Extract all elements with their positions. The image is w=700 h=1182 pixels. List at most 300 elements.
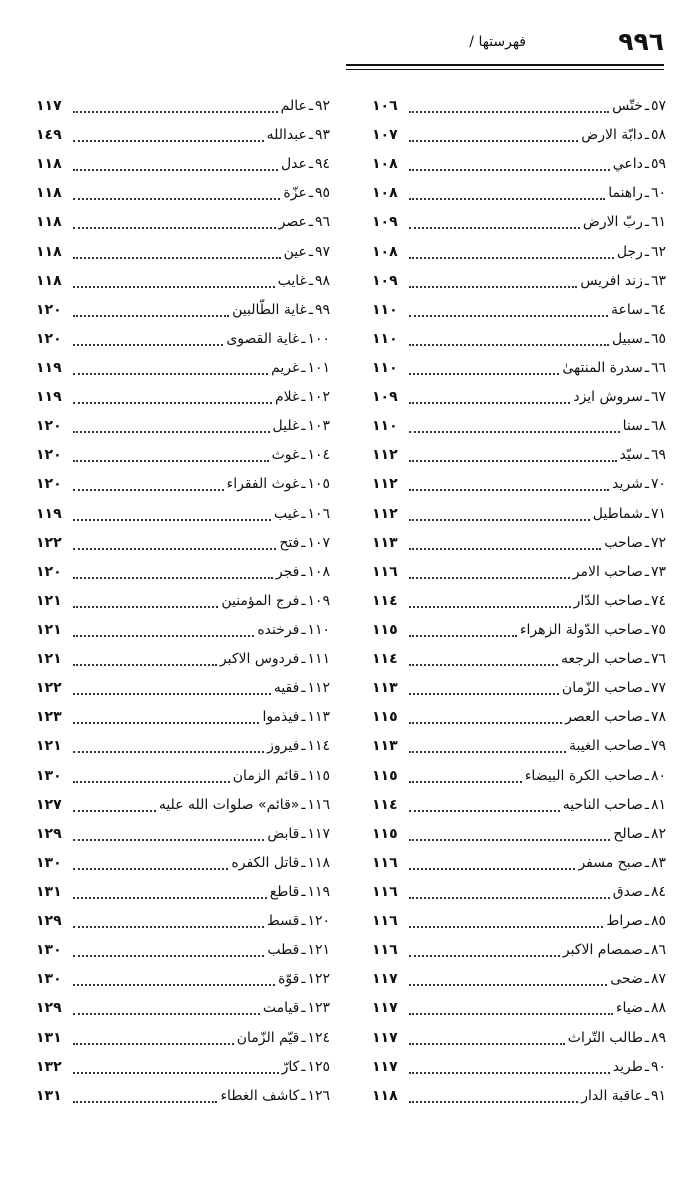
- dot-leader: [409, 547, 601, 550]
- entry-number: ٧٩: [650, 738, 666, 755]
- entry-number: ٨٩: [650, 1029, 666, 1046]
- entry-separator: ـ: [644, 680, 649, 697]
- entry-page-number: ١١٥: [372, 621, 398, 638]
- entry-separator: ـ: [644, 883, 649, 900]
- entry-separator: ـ: [301, 825, 306, 842]
- index-entry: [36, 732, 330, 761]
- entry-title: غلام: [274, 389, 300, 406]
- entry-page-number: ١٠٩: [372, 272, 398, 289]
- entry-page-number: ١٠٩: [372, 214, 398, 231]
- entry-title: صاحب الغيبة: [568, 738, 643, 755]
- entry-number: ١٢١: [307, 942, 330, 959]
- entry-title: غليل: [272, 418, 300, 435]
- entry-title: صاحب الزّمان: [561, 680, 643, 697]
- entry-title: فردوس الاكبر: [219, 651, 300, 668]
- index-entry: [36, 703, 330, 732]
- dot-leader: [73, 896, 267, 899]
- entry-page-number: ١١٥: [372, 709, 398, 726]
- entry-separator: ـ: [301, 359, 306, 376]
- entry-title: راهنما: [608, 185, 643, 202]
- entry-separator: ـ: [644, 214, 649, 231]
- entry-separator: ـ: [308, 98, 313, 114]
- entry-number: ١٠٧: [307, 534, 330, 551]
- entry-number: ١١٥: [307, 767, 330, 784]
- entry-title: قاتل الكفره: [231, 854, 300, 871]
- entry-number: ١١٦: [307, 796, 330, 813]
- entry-title: فرج المؤمنين: [221, 592, 300, 609]
- entry-number: ١٠٨: [307, 563, 330, 580]
- entry-separator: ـ: [301, 592, 306, 609]
- entry-page-number: ١١٨: [36, 272, 62, 289]
- entry-separator: ـ: [301, 883, 306, 900]
- entry-page-number: ١٢١: [36, 592, 62, 609]
- entry-page-number: ١١٠: [372, 418, 398, 435]
- entry-separator: ـ: [301, 505, 306, 522]
- index-entry: [372, 441, 666, 470]
- index-entry: [36, 1082, 330, 1111]
- entry-separator: ـ: [308, 185, 313, 202]
- entry-title: قسط: [266, 913, 300, 930]
- index-entry: [36, 267, 330, 296]
- entry-page-number: ١٢٠: [36, 418, 62, 435]
- entry-separator: ـ: [301, 330, 306, 347]
- entry-page-number: ١٣٢: [36, 1058, 62, 1075]
- index-entry: [36, 238, 330, 267]
- entry-number: ١١٤: [307, 738, 330, 755]
- entry-page-number: ١٣١: [36, 1029, 62, 1046]
- entry-number: ٨١: [650, 796, 666, 813]
- entry-title: قابض: [267, 825, 300, 842]
- index-entry: [372, 325, 666, 354]
- dot-leader: [73, 459, 269, 462]
- entry-separator: ـ: [301, 767, 306, 784]
- entry-title: صدق: [612, 883, 643, 900]
- index-entry: [36, 354, 330, 383]
- entry-page-number: ١١٢: [372, 476, 398, 493]
- entry-page-number: ١٢٩: [36, 913, 62, 930]
- index-entry: [36, 121, 330, 150]
- index-entry: [36, 529, 330, 558]
- entry-title: عبدالله: [266, 127, 307, 144]
- dot-leader: [409, 692, 559, 695]
- entry-separator: ـ: [301, 680, 306, 697]
- entry-title: ضحى: [610, 971, 643, 988]
- entry-number: ٩٠: [650, 1058, 666, 1075]
- entry-separator: ـ: [644, 1087, 649, 1104]
- entry-page-number: ١١٧: [372, 971, 398, 988]
- entry-separator: ـ: [644, 825, 649, 842]
- entry-title: غوث الفقراء: [226, 476, 300, 493]
- dot-leader: [73, 780, 230, 783]
- entry-page-number: ١٣٠: [36, 971, 62, 988]
- entry-separator: ـ: [644, 738, 649, 755]
- entry-page-number: ١٠٨: [372, 156, 398, 173]
- entry-page-number: ١١٨: [36, 185, 62, 202]
- dot-leader: [73, 285, 275, 288]
- entry-title: «قائم» صلوات الله عليه: [158, 796, 300, 813]
- entry-title: غايب: [277, 272, 307, 289]
- dot-leader: [409, 867, 575, 870]
- index-entry: [36, 587, 330, 616]
- index-entry: [36, 878, 330, 907]
- entry-number: ٥٩: [650, 156, 666, 173]
- entry-page-number: ١٢٢: [36, 680, 62, 697]
- entry-separator: ـ: [644, 1000, 649, 1017]
- entry-page-number: ١٠٨: [372, 243, 398, 260]
- index-entry: [36, 208, 330, 237]
- entry-page-number: ١١٢: [372, 447, 398, 464]
- entry-separator: ـ: [644, 98, 649, 114]
- entry-page-number: ١٣١: [36, 1087, 62, 1104]
- entry-page-number: ١١٠: [372, 359, 398, 376]
- entry-page-number: ١١٥: [372, 825, 398, 842]
- dot-leader: [409, 197, 605, 200]
- entry-separator: ـ: [301, 1000, 306, 1017]
- entry-number: ٦٨: [650, 418, 666, 435]
- entry-title: صاحب الدّار: [573, 592, 643, 609]
- index-entry: [36, 296, 330, 325]
- entry-number: ١١٢: [307, 680, 330, 697]
- entry-number: ١٢٠: [307, 913, 330, 930]
- entry-title: كاشف الغطاء: [220, 1087, 300, 1104]
- index-entry: [372, 878, 666, 907]
- index-entry: [372, 587, 666, 616]
- entry-separator: ـ: [644, 127, 649, 144]
- entry-title: قائم الزمان: [232, 767, 300, 784]
- entry-title: فقيه: [273, 680, 300, 697]
- entry-page-number: ١١٩: [36, 389, 62, 406]
- index-entry: [372, 296, 666, 325]
- entry-separator: ـ: [301, 796, 306, 813]
- index-entry: [372, 208, 666, 237]
- entry-separator: ـ: [644, 301, 649, 318]
- entry-page-number: ١١٦: [372, 913, 398, 930]
- index-entry: [36, 500, 330, 529]
- entry-separator: ـ: [644, 418, 649, 435]
- entry-number: ٨٠: [650, 767, 666, 784]
- dot-leader: [73, 925, 264, 928]
- dot-leader: [73, 314, 229, 317]
- index-entry: [372, 529, 666, 558]
- dot-leader: [73, 547, 276, 550]
- entry-title: دابّة الارض: [581, 127, 643, 144]
- dot-leader: [409, 518, 590, 521]
- entry-title: صبح مسفر: [578, 854, 643, 871]
- dot-leader: [409, 488, 609, 491]
- entry-title: عصر: [278, 214, 307, 231]
- entry-title: ختّس: [612, 98, 643, 114]
- entry-page-number: ١١٣: [372, 680, 398, 697]
- entry-page-number: ١١٧: [36, 98, 62, 114]
- entry-title: قطب: [267, 942, 300, 959]
- index-entry: [372, 150, 666, 179]
- entry-title: فيروز: [267, 738, 300, 755]
- entry-number: ٩٣: [314, 127, 330, 144]
- entry-page-number: ١٠٦: [372, 98, 398, 114]
- dot-leader: [73, 1071, 279, 1074]
- dot-leader: [409, 1012, 613, 1015]
- entry-number: ٩٦: [314, 214, 330, 231]
- entry-separator: ـ: [301, 418, 306, 435]
- entry-separator: ـ: [301, 447, 306, 464]
- dot-leader: [409, 343, 609, 346]
- index-entry: [36, 674, 330, 703]
- entry-page-number: ١١٦: [372, 854, 398, 871]
- entry-number: ٧١: [650, 505, 666, 522]
- entry-title: عاقبة الدار: [581, 1087, 643, 1104]
- dot-leader: [409, 663, 558, 666]
- dot-leader: [409, 459, 617, 462]
- section-title: فهرستها /: [469, 34, 526, 50]
- entry-title: ربّ الارض: [582, 214, 643, 231]
- entry-title: صاحب الرجعه: [561, 651, 643, 668]
- entry-page-number: ١٢٧: [36, 796, 62, 813]
- entry-title: صاحب الناحيه: [562, 796, 643, 813]
- index-entry: [36, 179, 330, 208]
- index-entry: [36, 325, 330, 354]
- entry-separator: ـ: [301, 563, 306, 580]
- index-entry: [372, 616, 666, 645]
- dot-leader: [73, 838, 264, 841]
- entry-page-number: ١٣٠: [36, 854, 62, 871]
- entry-title: قوّة: [278, 971, 300, 988]
- dot-leader: [73, 663, 217, 666]
- entry-separator: ـ: [644, 505, 649, 522]
- entry-separator: ـ: [301, 913, 306, 930]
- entry-title: شريد: [612, 476, 643, 493]
- entry-title: فتح: [279, 534, 300, 551]
- index-entry: [372, 732, 666, 761]
- entry-separator: ـ: [644, 796, 649, 813]
- index-entry: [36, 616, 330, 645]
- entry-separator: ـ: [644, 621, 649, 638]
- dot-leader: [73, 401, 272, 404]
- entry-page-number: ١١٤: [372, 796, 398, 813]
- entry-title: شماطيل: [592, 505, 643, 522]
- entry-number: ٥٨: [650, 127, 666, 144]
- entry-number: ٦٣: [650, 272, 666, 289]
- entry-page-number: ١٢١: [36, 651, 62, 668]
- entry-page-number: ١١٣: [372, 738, 398, 755]
- entry-separator: ـ: [644, 359, 649, 376]
- entry-separator: ـ: [644, 1029, 649, 1046]
- entry-separator: ـ: [301, 1087, 306, 1104]
- entry-page-number: ١٢٩: [36, 1000, 62, 1017]
- index-entry: [36, 965, 330, 994]
- entry-title: داعي: [612, 156, 643, 173]
- entry-page-number: ١١٦: [372, 563, 398, 580]
- entry-page-number: ١١٠: [372, 330, 398, 347]
- index-entry: [36, 470, 330, 499]
- entry-page-number: ١٠٨: [372, 185, 398, 202]
- entry-title: غيب: [274, 505, 300, 522]
- index-entry: [36, 558, 330, 587]
- entry-page-number: ١٢٠: [36, 330, 62, 347]
- entry-number: ١٠٩: [307, 592, 330, 609]
- index-entry: [372, 1082, 666, 1111]
- dot-leader: [409, 838, 610, 841]
- dot-leader: [409, 576, 570, 579]
- index-entry: [372, 92, 666, 121]
- entry-number: ٨٤: [650, 883, 666, 900]
- entry-separator: ـ: [308, 243, 313, 260]
- dot-leader: [73, 634, 254, 637]
- entry-page-number: ١٣٠: [36, 942, 62, 959]
- page-number: ٩٩٦: [618, 27, 664, 56]
- entry-page-number: ١١٦: [372, 942, 398, 959]
- entry-separator: ـ: [308, 214, 313, 231]
- entry-number: ٦٥: [650, 330, 666, 347]
- page-header: [344, 26, 664, 66]
- entry-page-number: ١٢٢: [36, 534, 62, 551]
- dot-leader: [73, 605, 218, 608]
- dot-leader: [73, 256, 281, 259]
- entry-separator: ـ: [301, 651, 306, 668]
- entry-page-number: ١٣٠: [36, 767, 62, 784]
- entry-title: صالح: [613, 825, 643, 842]
- entry-page-number: ١٢١: [36, 738, 62, 755]
- entry-title: صراط: [606, 913, 643, 930]
- index-entry: [372, 1053, 666, 1082]
- dot-leader: [73, 372, 268, 375]
- entry-title: غريم: [271, 359, 300, 376]
- entry-page-number: ١١٤: [372, 651, 398, 668]
- dot-leader: [73, 110, 278, 113]
- index-entry: [36, 936, 330, 965]
- dot-leader: [409, 226, 580, 229]
- entry-separator: ـ: [644, 709, 649, 726]
- index-entry: [372, 121, 666, 150]
- index-entry: [36, 849, 330, 878]
- header-rule-thin: [346, 69, 664, 70]
- entry-separator: ـ: [644, 563, 649, 580]
- entry-page-number: ١١٤: [372, 592, 398, 609]
- dot-leader: [73, 576, 273, 579]
- entry-number: ٦٩: [650, 447, 666, 464]
- entry-separator: ـ: [308, 127, 313, 144]
- index-entry: [372, 820, 666, 849]
- entry-separator: ـ: [644, 913, 649, 930]
- entry-separator: ـ: [644, 476, 649, 493]
- entry-number: ٦١: [650, 214, 666, 231]
- index-entry: [372, 849, 666, 878]
- entry-title: صاحب العصر: [565, 709, 643, 726]
- entry-number: ٨٦: [650, 942, 666, 959]
- index-entry: [372, 500, 666, 529]
- entry-page-number: ١١٨: [36, 214, 62, 231]
- entry-number: ١٠٦: [307, 505, 330, 522]
- entry-number: ٦٢: [650, 243, 666, 260]
- entry-number: ١٠٠: [307, 330, 330, 347]
- dot-leader: [73, 721, 259, 724]
- entry-title: سيّد: [619, 447, 643, 464]
- dot-leader: [73, 488, 224, 491]
- entry-title: طالب التّراث: [567, 1029, 643, 1046]
- dot-leader: [409, 401, 570, 404]
- entry-separator: ـ: [301, 854, 306, 871]
- entry-separator: ـ: [301, 1029, 306, 1046]
- entry-separator: ـ: [644, 447, 649, 464]
- entry-title: رجل: [616, 243, 643, 260]
- index-entry: [372, 762, 666, 791]
- entry-separator: ـ: [308, 272, 313, 289]
- dot-leader: [409, 1042, 565, 1045]
- entry-number: ٨٣: [650, 854, 666, 871]
- entry-separator: ـ: [644, 854, 649, 871]
- dot-leader: [409, 1100, 578, 1103]
- entry-page-number: ١١٨: [36, 156, 62, 173]
- entry-number: ٩٢: [314, 98, 330, 114]
- entry-number: ١٠٣: [307, 418, 330, 435]
- entry-title: زند افريس: [580, 272, 643, 289]
- entry-separator: ـ: [644, 185, 649, 202]
- index-entry: [36, 150, 330, 179]
- entry-separator: ـ: [644, 942, 649, 959]
- entry-number: ١٢٤: [307, 1029, 330, 1046]
- entry-title: غوث: [271, 447, 300, 464]
- dot-leader: [409, 750, 566, 753]
- index-entry: [372, 703, 666, 732]
- entry-title: صاحب: [604, 534, 643, 551]
- entry-title: ساعة: [610, 301, 643, 318]
- index-entry: [36, 994, 330, 1023]
- index-entry: [36, 762, 330, 791]
- entry-title: عزّة: [283, 185, 307, 202]
- entry-title: صاحب الكرة البيضاء: [524, 767, 643, 784]
- entry-page-number: ١٣١: [36, 883, 62, 900]
- dot-leader: [409, 780, 522, 783]
- entry-number: ٩١: [650, 1087, 666, 1104]
- dot-leader: [73, 430, 270, 433]
- entry-separator: ـ: [644, 534, 649, 551]
- entry-number: ١١١: [307, 651, 330, 668]
- entry-separator: ـ: [644, 1058, 649, 1075]
- entry-separator: ـ: [301, 534, 306, 551]
- dot-leader: [409, 1071, 610, 1074]
- entry-page-number: ١١٥: [372, 767, 398, 784]
- entry-title: طريد: [612, 1058, 643, 1075]
- index-entry: [372, 412, 666, 441]
- entry-number: ٩٥: [314, 185, 330, 202]
- entry-number: ٧٦: [650, 651, 666, 668]
- dot-leader: [409, 168, 610, 171]
- dot-leader: [73, 809, 156, 812]
- entry-number: ١٠٢: [307, 389, 330, 406]
- entry-number: ١٠٥: [307, 476, 330, 493]
- index-entry: [372, 470, 666, 499]
- entry-number: ١١٠: [307, 621, 330, 638]
- entry-page-number: ١١٨: [36, 243, 62, 260]
- index-entry: [36, 412, 330, 441]
- dot-leader: [409, 925, 603, 928]
- entry-title: قاطع: [269, 883, 300, 900]
- entry-number: ١٢٥: [307, 1058, 330, 1075]
- entry-separator: ـ: [301, 709, 306, 726]
- index-column-left: [36, 92, 330, 1111]
- entry-number: ١٠١: [307, 359, 330, 376]
- entry-number: ١٠٤: [307, 447, 330, 464]
- entry-separator: ـ: [644, 243, 649, 260]
- dot-leader: [409, 983, 607, 986]
- entry-separator: ـ: [644, 389, 649, 406]
- index-entry: [36, 791, 330, 820]
- index-column-right: [372, 92, 666, 1111]
- entry-title: قيامت: [262, 1000, 300, 1017]
- entry-separator: ـ: [301, 738, 306, 755]
- entry-title: سنا: [622, 418, 643, 435]
- header-rule-thick: [346, 64, 664, 66]
- entry-page-number: ١١٢: [372, 505, 398, 522]
